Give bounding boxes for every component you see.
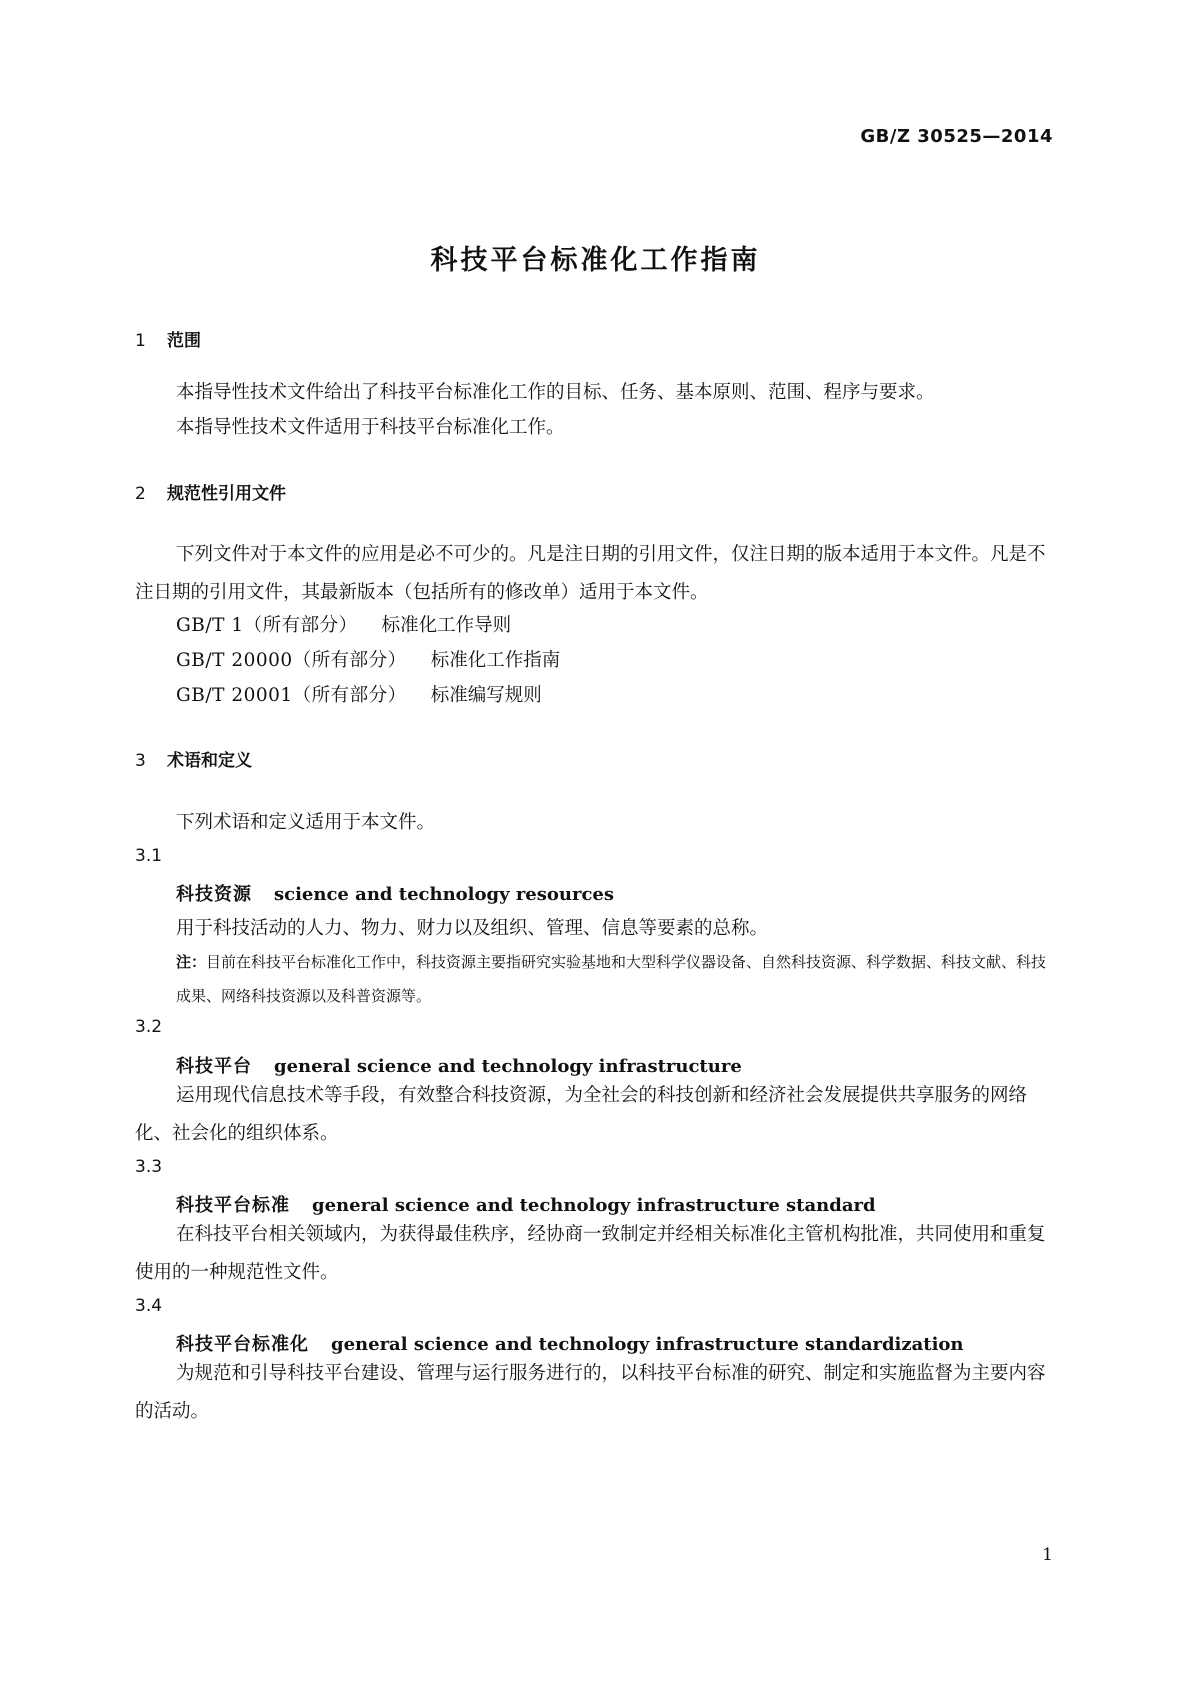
reference-item <box>176 681 542 707</box>
term-number: 3.1 <box>135 846 163 866</box>
reference-item <box>176 611 511 637</box>
section-title: 规范性引用文件 <box>167 484 286 504</box>
term-number: 3.2 <box>135 1017 163 1037</box>
term-heading <box>176 1191 876 1217</box>
reference-code: GB/T 20001（所有部分） <box>176 685 407 706</box>
term-heading <box>176 1052 742 1078</box>
term-definition: 在科技平台相关领域内，为获得最佳秩序，经协商一致制定并经相关标准化主管机构批准，共同使用和重复使用的一种规范性文件。 <box>135 1224 1046 1283</box>
term-definition: 运用现代信息技术等手段，有效整合科技资源，为全社会的科技创新和经济社会发展提供共享服务的网络化、社会化的组织体系。 <box>135 1085 1028 1144</box>
term-definition: 为规范和引导科技平台建设、管理与运行服务进行的，以科技平台标准的研究、制定和实施监督为主要内容的活动。 <box>135 1363 1046 1422</box>
reference-code: GB/T 20000（所有部分） <box>176 650 407 671</box>
term-heading <box>176 880 614 906</box>
term-number: 3.4 <box>135 1296 163 1316</box>
section-title: 范围 <box>167 331 201 351</box>
standard-code: GB/Z 30525—2014 <box>860 126 1053 147</box>
section-number: 2 <box>135 484 146 504</box>
note-label: 注： <box>176 953 207 971</box>
reference-title: 标准化工作指南 <box>430 650 561 671</box>
term-chinese: 科技资源 <box>176 884 252 905</box>
reference-title: 标准化工作导则 <box>381 615 512 636</box>
section-3-heading <box>135 746 252 771</box>
section-number: 3 <box>135 751 146 771</box>
term-chinese: 科技平台标准化 <box>176 1334 309 1355</box>
document-title: 科技平台标准化工作指南 <box>430 245 761 276</box>
term-definition: 用于科技活动的人力、物力、财力以及组织、管理、信息等要素的总称。 <box>176 918 769 939</box>
term-english: science and technology resources <box>274 884 615 905</box>
term-chinese: 科技平台标准 <box>176 1195 290 1216</box>
reference-title: 标准编写规则 <box>430 685 542 706</box>
normative-references-intro: 下列文件对于本文件的应用是必不可少的。凡是注日期的引用文件，仅注日期的版本适用于本文件。凡是不注日期的引用文件，其最新版本（包括所有的修改单）适用于本文件。 <box>135 544 1046 603</box>
term-english: general science and technology infrastructure <box>274 1056 742 1077</box>
section-title: 术语和定义 <box>167 751 252 771</box>
section-1-heading <box>135 326 201 351</box>
term-english: general science and technology infrastructure standard <box>312 1195 876 1216</box>
reference-code: GB/T 1（所有部分） <box>176 615 358 636</box>
section-2-heading <box>135 479 286 504</box>
term-heading <box>176 1330 964 1356</box>
scope-paragraph-1: 本指导性技术文件给出了科技平台标准化工作的目标、任务、基本原则、范围、程序与要求。 <box>176 382 935 403</box>
terms-intro: 下列术语和定义适用于本文件。 <box>176 812 436 833</box>
reference-item <box>176 646 560 672</box>
term-english: general science and technology infrastructure standardization <box>331 1334 964 1355</box>
term-chinese: 科技平台 <box>176 1056 252 1077</box>
term-note <box>176 945 1056 1013</box>
note-text: 目前在科技平台标准化工作中，科技资源主要指研究实验基地和大型科学仪器设备、自然科技资源、科学数据、科技文献、科技成果、网络科技资源以及科普资源等。 <box>176 953 1047 1005</box>
term-number: 3.3 <box>135 1157 163 1177</box>
scope-paragraph-2: 本指导性技术文件适用于科技平台标准化工作。 <box>176 417 565 438</box>
section-number: 1 <box>135 331 146 351</box>
page-number: 1 <box>1042 1545 1053 1565</box>
